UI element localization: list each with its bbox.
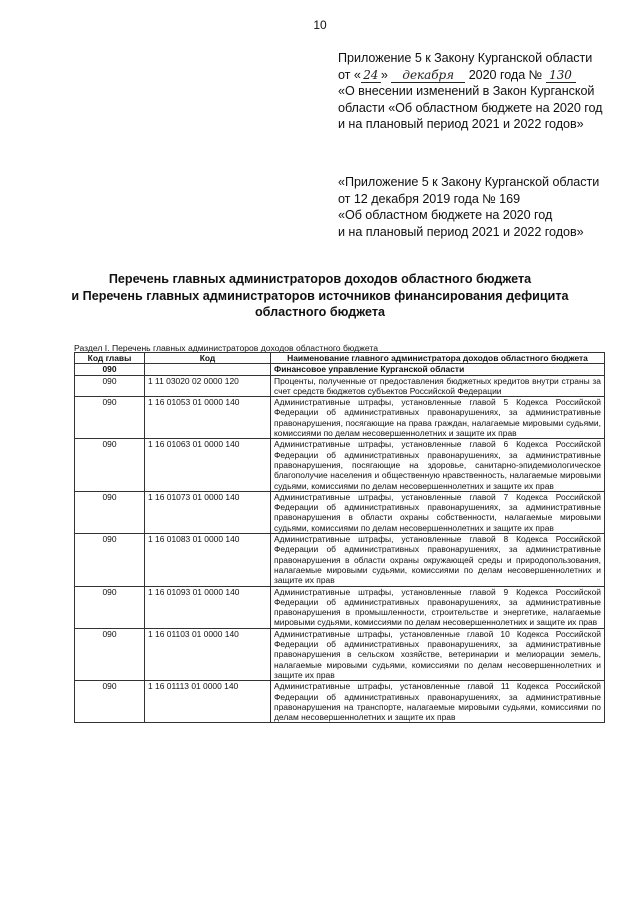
appendix-current-line1: Приложение 5 к Закону Курганской области <box>338 51 593 65</box>
appendix-current-line5: и на плановый период 2021 и 2022 годов» <box>338 117 584 132</box>
appendix-current-block <box>338 50 602 133</box>
row-main-code: 090 <box>75 439 145 491</box>
appendix-original-line2: от 12 декабря 2019 года № 169 <box>338 191 521 206</box>
table-header-row <box>75 353 605 364</box>
row-name: Административные штрафы, установленные главой 7 Кодекса Российской Федерации об административных правонарушениях, за административные правонарушения в области охраны собственности, налагаемые мировыми судьями, комиссиями по делам несовершеннолетних и защите их прав <box>271 491 605 533</box>
table-row <box>75 681 605 723</box>
row-main-code: 090 <box>75 681 145 723</box>
row-code: 1 16 01083 01 0000 140 <box>145 534 271 586</box>
admin-main-code: 090 <box>75 364 145 375</box>
appendix-original-line1: «Приложение 5 к Закону Курганской области <box>338 175 600 189</box>
document-title <box>0 271 640 321</box>
row-code: 1 16 01053 01 0000 140 <box>145 397 271 439</box>
row-name: Административные штрафы, установленные главой 11 Кодекса Российской Федерации об административных правонарушениях, за административные правонарушения на транспорте, налагаемые мировыми судьями, комиссиями по делам несовершеннолетних и защите их прав <box>271 681 605 723</box>
table-body <box>75 364 605 723</box>
table-row <box>75 375 605 397</box>
header-name: Наименование главного администратора доходов областного бюджета <box>271 353 605 364</box>
table-row <box>75 586 605 628</box>
administrator-row <box>75 364 605 375</box>
handwritten-number: 130 <box>546 69 576 83</box>
row-main-code: 090 <box>75 397 145 439</box>
appendix-current-line4: области «Об областном бюджете на 2020 год <box>338 100 603 115</box>
quote-close: » <box>380 67 388 82</box>
row-name: Административные штрафы, установленные главой 8 Кодекса Российской Федерации об административных правонарушениях, за административные правонарушения в области охраны окружающей среды и природопользования, налагаемые мировыми судьями, комиссиями по делам несовершеннолетних и защите их прав <box>271 534 605 586</box>
appendix-current-date-line <box>338 67 602 84</box>
row-code: 1 11 03020 02 0000 120 <box>145 375 271 397</box>
title-line1: Перечень главных администраторов доходов областного бюджета <box>108 272 532 286</box>
year-text: 2020 года № <box>468 67 543 82</box>
handwritten-day: 24 <box>361 69 381 83</box>
title-line3: областного бюджета <box>254 305 386 319</box>
administrators-table <box>74 352 605 723</box>
admin-code <box>145 364 271 375</box>
row-name: Административные штрафы, установленные главой 10 Кодекса Российской Федерации об административных правонарушениях, за административные правонарушения в сельском хозяйстве, ветеринарии и мелиорации земель, налагаемые мировыми судьями, комиссиями по делам несовершеннолетних и защите их прав <box>271 628 605 680</box>
header-main-code: Код главы <box>75 353 145 364</box>
admin-name: Финансовое управление Курганской области <box>271 364 605 375</box>
row-name: Проценты, полученные от предоставления бюджетных кредитов внутри страны за счет средств бюджетов субъектов Российской Федерации <box>271 375 605 397</box>
header-code: Код <box>145 353 271 364</box>
row-name: Административные штрафы, установленные главой 6 Кодекса Российской Федерации об административных правонарушениях, за административные правонарушения, посягающие на здоровье, санитарно-эпидемиологическое благополучие населения и общественную нравственность, налагаемые мировыми судьями, комиссиями по делам несовершеннолетних и защите их прав <box>271 439 605 491</box>
appendix-original-block <box>338 174 599 240</box>
row-code: 1 16 01103 01 0000 140 <box>145 628 271 680</box>
section-label: Раздел I. Перечень главных администраторов доходов областного бюджета <box>74 343 379 353</box>
row-main-code: 090 <box>75 491 145 533</box>
appendix-original-line4: и на плановый период 2021 и 2022 годов» <box>338 224 584 239</box>
title-line2: и Перечень главных администраторов источников финансирования дефицита <box>71 288 569 303</box>
table-row <box>75 491 605 533</box>
row-code: 1 16 01073 01 0000 140 <box>145 491 271 533</box>
appendix-current-line3: «О внесении изменений в Закон Курганской <box>338 84 595 99</box>
table-row <box>75 534 605 586</box>
page-number: 10 <box>313 18 327 32</box>
row-code: 1 16 01063 01 0000 140 <box>145 439 271 491</box>
row-main-code: 090 <box>75 586 145 628</box>
table-row <box>75 439 605 491</box>
row-code: 1 16 01093 01 0000 140 <box>145 586 271 628</box>
row-name: Административные штрафы, установленные главой 5 Кодекса Российской Федерации об административных правонарушениях, за административные правонарушения, посягающие на права граждан, налагаемые мировыми судьями, комиссиями по делам несовершеннолетних и защите их прав <box>271 397 605 439</box>
table-row <box>75 397 605 439</box>
row-main-code: 090 <box>75 628 145 680</box>
appendix-original-line3: «Об областном бюджете на 2020 год <box>338 208 553 223</box>
row-main-code: 090 <box>75 534 145 586</box>
row-main-code: 090 <box>75 375 145 397</box>
date-prefix: от « <box>338 67 361 82</box>
row-code: 1 16 01113 01 0000 140 <box>145 681 271 723</box>
table-row <box>75 628 605 680</box>
row-name: Административные штрафы, установленные главой 9 Кодекса Российской Федерации об административных правонарушениях, за административные правонарушения в промышленности, строительстве и энергетике, налагаемые мировыми судьями, комиссиями по делам несовершеннолетних и защите их прав <box>271 586 605 628</box>
handwritten-month: декабря <box>391 69 465 83</box>
